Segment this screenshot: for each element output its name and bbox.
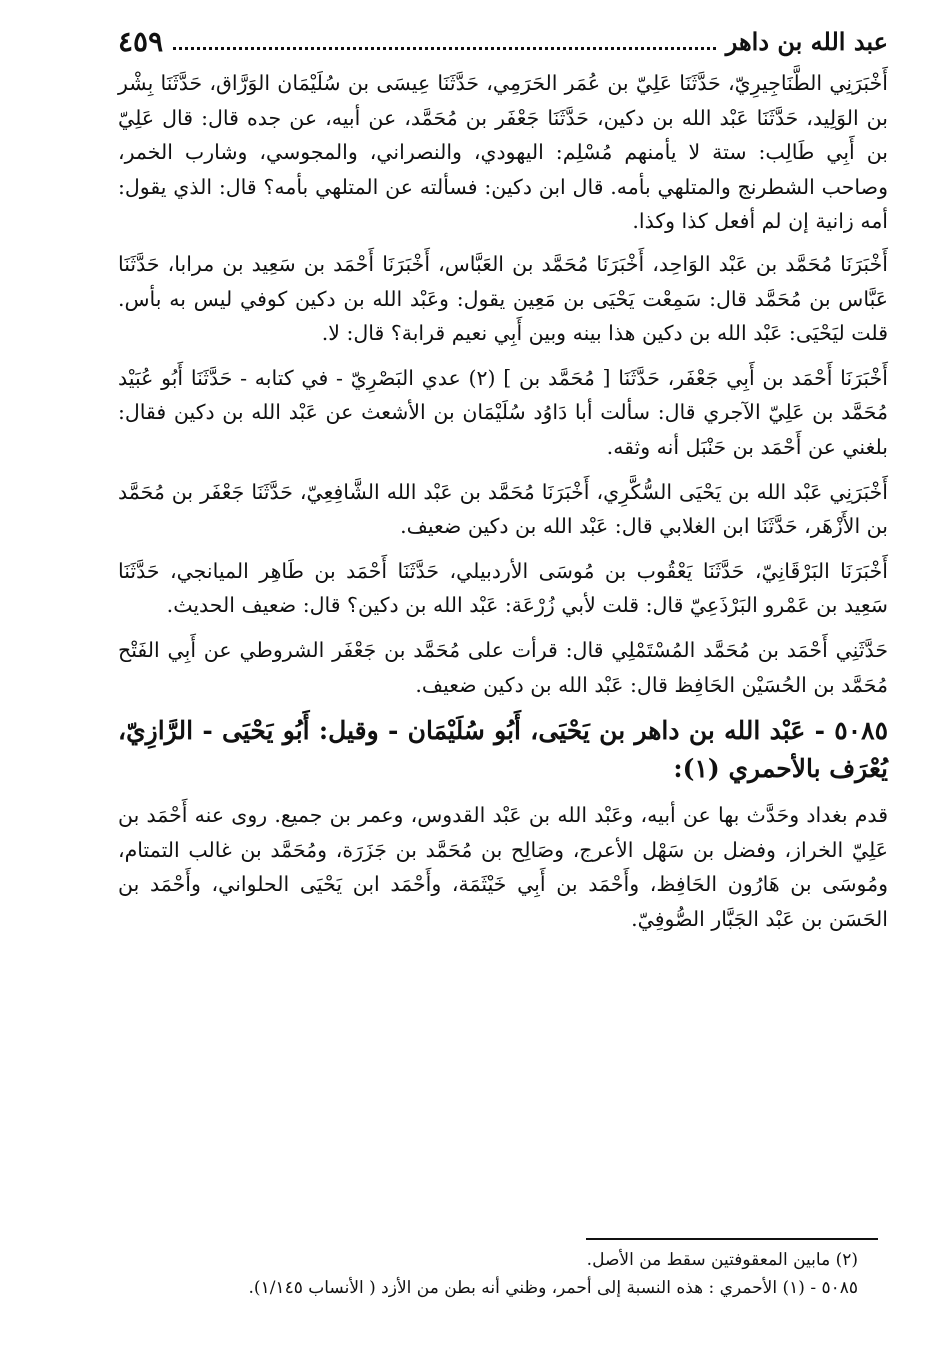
- footnotes: [130, 1236, 858, 1302]
- header-dot-leader: [173, 47, 716, 50]
- entry-body: قدم بغداد وحَدَّث بها عن أبيه، وعَبْد الله بن عَبْد القدوس، وعمر بن جميع. روى عنه أَحْمَد بن عَلِيّ الخراز، وفضل بن سَهْل الأعرج، وصَالِح بن مُحَمَّد بن جَزَرَة، ومُحَمَّد بن غالب التمتام، ومُوسَى بن هَارُون الحَافِظ، وأَحْمَد بن أَبِي خَيْثَمَة، وأَحْمَد ابن يَحْيَى الحلواني، وأَحْمَد بن الحَسَن بن عَبْد الجَبَّار الصُّوفِيّ.: [118, 803, 888, 931]
- entry-heading: ٥٠٨٥ - عَبْد الله بن داهر بن يَحْيَى، أَبُو سُلَيْمَان - وقيل: أَبُو يَحْيَى - الرَّازِيّ، يُعْرَف بالأحمري (١):: [118, 716, 888, 784]
- paragraph: أَخْبَرَنَا أَحْمَد بن أَبِي جَعْفَر، حَدَّثَنَا [ مُحَمَّد بن ] (٢) عدي البَصْرِيّ - في كتابه - حَدَّثَنَا أَبُو عُبَيْد مُحَمَّد بن عَلِيّ الآجري قال: سألت أبا دَاوُد سُلَيْمَان بن الأشعث عن عَبْد الله بن دكين فقال: بلغني عن أَحْمَد بن حَنْبَل أنه وثقه.: [118, 365, 888, 459]
- paragraph: أَخْبَرَنَا البَرْقَانِيّ، حَدَّثَنَا يَعْقُوب بن مُوسَى الأردبيلي، حَدَّثَنَا أَحْمَد بن طَاهِر الميانجي، حَدَّثَنَا سَعِيد بن عَمْرو البَرْذَعِيّ قال: قلت لأبي زُرْعَة: عَبْد الله بن دكين؟ قال: ضعيف الحديث.: [118, 558, 888, 618]
- paragraph: أَخْبَرَنِي عَبْد الله بن يَحْيَى السُّكَّرِي، أَخْبَرَنَا مُحَمَّد بن عَبْد الله الشَّافِعِيّ، حَدَّثَنَا جَعْفَر بن مُحَمَّد بن الأَزْهَر، حَدَّثَنَا ابن الغلابي قال: عَبْد الله بن دكين ضعيف.: [118, 479, 888, 539]
- page-number: ٤٥٩: [118, 24, 164, 58]
- paragraph: حَدَّثَنِي أَحْمَد بن مُحَمَّد المُسْتَمْلِي قال: قرأت على مُحَمَّد بن جَعْفَر الشروطي عن أَبِي الفَتْح مُحَمَّد بن الحُسَيْن الحَافِظ قال: عَبْد الله بن دكين ضعيف.: [118, 637, 888, 697]
- paragraph: أَخْبَرَنِي الطَّنَاجِيرِيّ، حَدَّثَنَا عَلِيّ بن عُمَر الحَرَمِي، حَدَّثَنَا عِيسَى بن سُلَيْمَان الوَرَّاق، حَدَّثَنَا بِشْر بن الوَلِيد، حَدَّثَنَا عَبْد الله بن دكين، حَدَّثَنَا جَعْفَر بن مُحَمَّد، عن أبيه، عن جده قال: قال عَلِيّ بن أَبِي طَالِب: ستة لا يأمنهم مُسْلِم: اليهودي، والنصراني، والمجوسي، وشارب الخمر، وصاحب الشطرنج والمتلهي بأمه. قال ابن دكين: فسألته عن المتلهي بأمه؟ قال: الذي يقول: أمه زانية إن لم أفعل كذا وكذا.: [118, 71, 888, 234]
- running-header: [118, 22, 888, 60]
- footnote: ٥٠٨٥ - (١) الأحمري : هذه النسبة إلى أحمر، وظني أنه بطن من الأزد ( الأنساب ١/١٤٥).: [248, 1278, 858, 1298]
- running-title: عبد الله بن داهر: [725, 26, 888, 56]
- paragraph: أَخْبَرَنَا مُحَمَّد بن عَبْد الوَاحِد، أَخْبَرَنَا مُحَمَّد بن العَبَّاس، أَخْبَرَنَا أَحْمَد بن سَعِيد بن مرابا، حَدَّثَنَا عَبَّاس بن مُحَمَّد قال: سَمِعْت يَحْيَى بن مَعِين يقول: وعَبْد الله بن دكين كوفي ليس به بأس. قلت ليَحْيَى: عَبْد الله بن دكين هذا بينه وبين أَبِي نعيم قرابة؟ قال: لا.: [118, 251, 888, 346]
- page-body: [118, 66, 888, 946]
- footnote: (٢) مابين المعقوفتين سقط من الأصل.: [586, 1250, 858, 1270]
